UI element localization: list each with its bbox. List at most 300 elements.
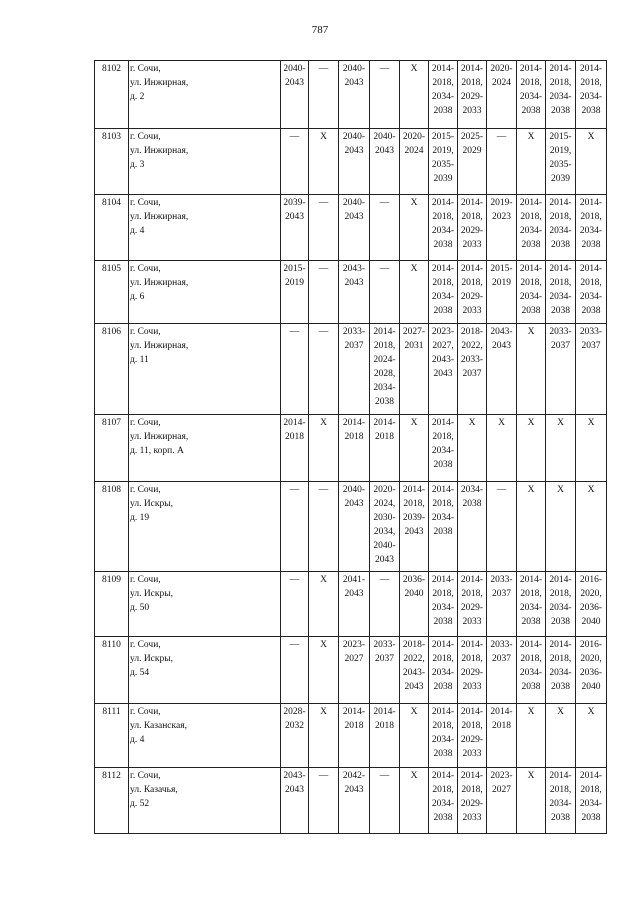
period-line: 2014- xyxy=(460,198,484,208)
period-line: 2033- xyxy=(373,640,396,650)
address-line: ул. Инжирная, xyxy=(130,341,189,351)
period-line: X xyxy=(527,418,535,428)
address-line: д. 2 xyxy=(130,92,145,102)
period-line: 2027- xyxy=(402,327,426,337)
period-line: 2018, xyxy=(373,341,396,351)
period-line: X xyxy=(320,640,327,650)
period-line: X xyxy=(527,327,535,337)
row-number-cell: 8108 xyxy=(95,482,129,572)
period-cell xyxy=(517,482,546,572)
period-line: 2024 xyxy=(492,78,511,88)
period-line: X xyxy=(410,64,418,74)
period-line: 2036- xyxy=(579,668,603,678)
period-line: 2014- xyxy=(490,707,513,717)
period-line: 2043 xyxy=(375,555,394,565)
period-cell xyxy=(400,637,429,704)
period-line: 2018, xyxy=(549,278,572,288)
period-line: 2034, xyxy=(373,527,396,537)
period-cell xyxy=(281,572,309,637)
period-cell xyxy=(309,768,339,834)
period-line: 2038 xyxy=(551,106,570,116)
period-cell xyxy=(487,61,517,129)
period-line: 2043- xyxy=(283,771,306,781)
period-cell xyxy=(370,261,400,324)
period-line: 2040- xyxy=(342,485,366,495)
table-row xyxy=(95,768,607,834)
period-line: 2038 xyxy=(433,813,453,823)
address-line: ул. Инжирная, xyxy=(130,278,189,288)
period-cell xyxy=(546,572,576,637)
period-line: 2043 xyxy=(285,78,304,88)
period-line: 2038 xyxy=(551,682,570,692)
period-line: 2038 xyxy=(433,617,453,627)
period-line: X xyxy=(410,264,418,274)
period-cell xyxy=(370,61,400,129)
period-cell xyxy=(458,415,487,482)
period-cell xyxy=(517,415,546,482)
period-line: 2014- xyxy=(373,327,396,337)
period-cell xyxy=(281,637,309,704)
period-line: 2034- xyxy=(431,603,455,613)
period-cell xyxy=(546,324,576,415)
row-number-cell: 8109 xyxy=(95,572,129,637)
period-cell xyxy=(309,415,339,482)
period-line: 2029- xyxy=(460,92,484,102)
period-cell xyxy=(576,415,607,482)
period-cell xyxy=(400,324,429,415)
row-number-cell: 8102 xyxy=(95,61,129,129)
period-line: 2029 xyxy=(462,146,482,156)
period-cell xyxy=(458,482,487,572)
period-line: 2023- xyxy=(431,327,455,337)
address-cell xyxy=(129,61,281,129)
address-line: ул. Искры, xyxy=(130,654,174,664)
period-line: 2020- xyxy=(490,64,513,74)
period-line: 2018, xyxy=(520,278,542,288)
period-line: 2014- xyxy=(431,418,455,428)
period-cell xyxy=(576,61,607,129)
row-number-cell: 8103 xyxy=(95,129,129,195)
period-line: X xyxy=(410,771,418,781)
address-line: д. 11, корп. А xyxy=(130,446,184,456)
period-line: 2029- xyxy=(460,735,484,745)
period-line: 2018, xyxy=(403,499,425,509)
period-line: 2014- xyxy=(283,418,306,428)
period-line: 2043 xyxy=(344,589,364,599)
period-line: 2018, xyxy=(432,432,454,442)
period-cell xyxy=(281,768,309,834)
period-line: 2038 xyxy=(375,397,394,407)
table-row xyxy=(95,637,607,704)
period-cell xyxy=(429,415,458,482)
table-row xyxy=(95,572,607,637)
period-line: 2040- xyxy=(283,64,306,74)
period-cell xyxy=(546,482,576,572)
period-line: 2035- xyxy=(431,160,455,170)
period-line: 2014- xyxy=(431,485,455,495)
period-line: 2014- xyxy=(549,575,572,585)
period-cell xyxy=(517,637,546,704)
address-line: д. 4 xyxy=(130,226,145,236)
period-line: 2038 xyxy=(521,617,541,627)
period-cell xyxy=(429,261,458,324)
period-line: 2035- xyxy=(549,160,572,170)
period-line: 2033 xyxy=(462,749,482,759)
period-line: — xyxy=(379,64,390,74)
period-cell xyxy=(517,704,546,768)
period-cell xyxy=(429,704,458,768)
period-cell xyxy=(517,61,546,129)
period-line: 2033 xyxy=(462,617,482,627)
period-line: 2043 xyxy=(285,212,304,222)
period-cell xyxy=(458,704,487,768)
period-line: X xyxy=(527,707,535,717)
period-line: 2034- xyxy=(549,226,572,236)
period-line: 2043- xyxy=(490,327,513,337)
period-cell xyxy=(546,261,576,324)
period-cell xyxy=(487,704,517,768)
period-line: 2030- xyxy=(373,513,396,523)
period-cell xyxy=(339,324,370,415)
period-line: 2033- xyxy=(460,355,484,365)
period-line: 2034- xyxy=(549,292,572,302)
period-line: 2033 xyxy=(462,106,482,116)
period-cell xyxy=(281,324,309,415)
period-line: 2018, xyxy=(549,212,572,222)
period-line: 2038 xyxy=(551,617,570,627)
period-line: 2025- xyxy=(460,132,484,142)
period-line: 2014- xyxy=(460,575,484,585)
address-line: ул. Казачья, xyxy=(130,785,178,795)
period-cell xyxy=(487,261,517,324)
period-line: 2014- xyxy=(342,707,366,717)
period-line: 2020, xyxy=(580,589,602,599)
period-line: 2040- xyxy=(373,541,396,551)
period-cell xyxy=(370,415,400,482)
period-line: 2034- xyxy=(519,668,543,678)
period-line: 2016- xyxy=(579,640,603,650)
period-cell xyxy=(546,129,576,195)
period-line: 2014- xyxy=(549,64,572,74)
period-line: 2018, xyxy=(432,589,454,599)
period-line: 2016- xyxy=(579,575,603,585)
period-line: 2040- xyxy=(373,132,396,142)
row-number-cell: 8110 xyxy=(95,637,129,704)
period-line: 2034- xyxy=(519,226,543,236)
period-line: 2037 xyxy=(581,341,601,351)
table-row xyxy=(95,261,607,324)
period-line: 2014- xyxy=(431,64,455,74)
period-line: 2040 xyxy=(581,682,601,692)
period-cell xyxy=(546,195,576,261)
period-line: 2015- xyxy=(283,264,306,274)
address-cell xyxy=(129,324,281,415)
period-line: — xyxy=(318,485,329,495)
period-cell xyxy=(517,324,546,415)
address-line: д. 11 xyxy=(130,355,149,365)
address-line: ул. Искры, xyxy=(130,589,174,599)
period-line: 2014- xyxy=(373,707,396,717)
period-line: 2037 xyxy=(344,341,364,351)
period-line: 2038 xyxy=(551,240,570,250)
period-line: X xyxy=(587,418,595,428)
period-line: 2018 xyxy=(375,721,394,731)
period-line: 2018, xyxy=(461,212,483,222)
period-line: 2014- xyxy=(431,771,455,781)
period-cell xyxy=(517,572,546,637)
period-cell xyxy=(281,261,309,324)
period-line: — xyxy=(496,485,507,495)
period-line: 2043 xyxy=(285,785,304,795)
period-line: 2014- xyxy=(402,485,426,495)
period-line: 2014- xyxy=(519,64,543,74)
period-line: 2014- xyxy=(373,418,396,428)
address-cell xyxy=(129,261,281,324)
address-cell xyxy=(129,704,281,768)
period-cell xyxy=(339,572,370,637)
period-line: 2043- xyxy=(402,668,426,678)
period-cell xyxy=(339,261,370,324)
table-row xyxy=(95,129,607,195)
period-line: 2022, xyxy=(403,654,425,664)
period-line: 2027 xyxy=(492,785,511,795)
period-cell xyxy=(339,637,370,704)
period-line: — xyxy=(379,575,390,585)
period-line: 2034- xyxy=(519,92,543,102)
period-line: 2014- xyxy=(431,640,455,650)
period-line: 2029- xyxy=(460,603,484,613)
address-line: г. Сочи, xyxy=(130,132,161,142)
address-line: г. Сочи, xyxy=(130,575,161,585)
address-line: ул. Инжирная, xyxy=(130,212,189,222)
period-line: 2018, xyxy=(461,589,483,599)
period-line: 2014- xyxy=(460,640,484,650)
address-line: д. 54 xyxy=(130,668,150,678)
period-line: 2018 xyxy=(492,721,511,731)
period-line: X xyxy=(527,485,535,495)
period-cell xyxy=(370,572,400,637)
period-line: 2018, xyxy=(549,589,572,599)
period-cell xyxy=(458,324,487,415)
table-row xyxy=(95,482,607,572)
period-line: X xyxy=(587,485,595,495)
period-cell xyxy=(429,572,458,637)
period-line: 2034- xyxy=(460,485,484,495)
period-line: 2018 xyxy=(375,432,394,442)
period-line: — xyxy=(289,132,300,142)
period-line: 2014- xyxy=(579,64,603,74)
period-line: 2014- xyxy=(549,771,572,781)
period-cell xyxy=(370,482,400,572)
period-line: 2041- xyxy=(342,575,366,585)
period-line: 2037 xyxy=(462,369,482,379)
period-line: 2034- xyxy=(431,226,455,236)
address-line: г. Сочи, xyxy=(130,327,161,337)
period-line: 2018, xyxy=(520,589,542,599)
period-line: 2020, xyxy=(580,654,602,664)
period-line: 2034- xyxy=(431,668,455,678)
period-line: X xyxy=(527,771,535,781)
period-line: X xyxy=(320,418,327,428)
period-line: 2043 xyxy=(344,78,364,88)
period-line: 2043 xyxy=(433,369,453,379)
period-line: 2018- xyxy=(402,640,426,650)
period-line: 2033- xyxy=(490,575,513,585)
period-cell xyxy=(429,768,458,834)
period-cell xyxy=(339,482,370,572)
period-line: 2033 xyxy=(462,813,482,823)
period-cell xyxy=(429,195,458,261)
address-cell xyxy=(129,637,281,704)
period-line: 2037 xyxy=(492,654,511,664)
period-line: 2038 xyxy=(521,306,541,316)
period-line: 2039- xyxy=(402,513,426,523)
period-cell xyxy=(546,61,576,129)
period-cell xyxy=(339,704,370,768)
period-line: 2019- xyxy=(490,198,513,208)
period-cell xyxy=(339,61,370,129)
period-line: 2033 xyxy=(462,306,482,316)
period-line: 2033 xyxy=(462,240,482,250)
period-line: 2029- xyxy=(460,799,484,809)
period-line: 2014- xyxy=(460,264,484,274)
address-line: г. Сочи, xyxy=(130,64,161,74)
period-line: 2034- xyxy=(579,799,603,809)
period-line: 2033- xyxy=(490,640,513,650)
period-cell xyxy=(281,61,309,129)
period-line: 2018, xyxy=(520,78,542,88)
period-line: 2033- xyxy=(342,327,366,337)
period-line: 2019 xyxy=(492,278,511,288)
period-cell xyxy=(400,572,429,637)
period-line: 2039 xyxy=(551,174,570,184)
address-line: ул. Инжирная, xyxy=(130,146,189,156)
period-cell xyxy=(458,61,487,129)
period-line: 2014- xyxy=(519,640,543,650)
period-cell xyxy=(400,415,429,482)
period-cell xyxy=(309,61,339,129)
period-line: 2014- xyxy=(519,198,543,208)
period-line: 2023 xyxy=(492,212,511,222)
period-line: 2040- xyxy=(342,132,366,142)
period-cell xyxy=(458,572,487,637)
period-cell xyxy=(429,324,458,415)
period-line: 2038 xyxy=(551,306,570,316)
period-line: 2028, xyxy=(373,369,396,379)
period-line: 2023- xyxy=(342,640,366,650)
table-row xyxy=(95,704,607,768)
period-line: 2043 xyxy=(344,785,364,795)
period-line: 2043 xyxy=(344,212,364,222)
period-line: 2019 xyxy=(285,278,304,288)
period-cell xyxy=(281,704,309,768)
period-line: 2014- xyxy=(460,64,484,74)
address-cell xyxy=(129,482,281,572)
period-line: 2020- xyxy=(402,132,426,142)
period-line: 2034- xyxy=(431,735,455,745)
address-line: г. Сочи, xyxy=(130,771,161,781)
period-line: 2038 xyxy=(521,106,541,116)
period-cell xyxy=(400,704,429,768)
period-line: 2018, xyxy=(461,721,483,731)
period-line: 2018, xyxy=(432,654,454,664)
period-line: 2014- xyxy=(549,264,572,274)
period-line: 2014- xyxy=(460,707,484,717)
period-line: 2027, xyxy=(432,341,454,351)
address-line: ул. Инжирная, xyxy=(130,432,189,442)
period-line: 2014- xyxy=(460,771,484,781)
page-number: 787 xyxy=(311,24,329,36)
period-line: X xyxy=(557,485,564,495)
period-line: 2029- xyxy=(460,292,484,302)
period-line: — xyxy=(379,264,390,274)
period-cell xyxy=(576,572,607,637)
period-line: 2037 xyxy=(375,654,394,664)
period-cell xyxy=(576,768,607,834)
address-line: ул. Инжирная, xyxy=(130,78,189,88)
period-line: 2028- xyxy=(283,707,306,717)
period-line: 2034- xyxy=(431,446,455,456)
address-line: ул. Казанская, xyxy=(130,721,187,731)
address-line: г. Сочи, xyxy=(130,198,161,208)
period-line: 2038 xyxy=(521,682,541,692)
period-cell xyxy=(546,637,576,704)
period-cell xyxy=(370,129,400,195)
period-line: 2034- xyxy=(431,292,455,302)
period-cell xyxy=(281,195,309,261)
period-line: 2022, xyxy=(461,341,483,351)
period-line: X xyxy=(410,198,418,208)
period-line: 2014- xyxy=(431,198,455,208)
period-line: 2034- xyxy=(549,799,572,809)
period-cell xyxy=(309,572,339,637)
period-line: 2024, xyxy=(373,499,396,509)
table-row xyxy=(95,324,607,415)
period-line: 2018, xyxy=(432,278,454,288)
period-line: 2038 xyxy=(433,106,453,116)
period-line: 2032 xyxy=(285,721,304,731)
period-cell xyxy=(546,415,576,482)
period-cell xyxy=(517,195,546,261)
period-line: 2020- xyxy=(373,485,396,495)
period-line: X xyxy=(498,418,505,428)
period-line: 2018, xyxy=(432,721,454,731)
period-line: 2043 xyxy=(344,499,364,509)
period-line: — xyxy=(289,327,300,337)
period-line: 2023- xyxy=(490,771,513,781)
period-line: — xyxy=(379,771,390,781)
period-cell xyxy=(517,768,546,834)
period-line: 2014- xyxy=(519,264,543,274)
period-cell xyxy=(370,324,400,415)
period-line: 2018, xyxy=(580,212,602,222)
period-line: 2018, xyxy=(461,278,483,288)
period-cell xyxy=(487,415,517,482)
period-line: 2018, xyxy=(549,785,572,795)
period-line: 2034- xyxy=(519,292,543,302)
period-cell xyxy=(458,261,487,324)
period-line: 2043 xyxy=(344,278,364,288)
period-cell xyxy=(400,482,429,572)
period-line: 2018 xyxy=(344,432,364,442)
period-cell xyxy=(576,324,607,415)
period-line: 2015- xyxy=(490,264,513,274)
period-cell xyxy=(458,637,487,704)
period-line: 2033- xyxy=(549,327,572,337)
address-line: д. 50 xyxy=(130,603,150,613)
address-line: г. Сочи, xyxy=(130,485,161,495)
period-line: X xyxy=(410,707,418,717)
